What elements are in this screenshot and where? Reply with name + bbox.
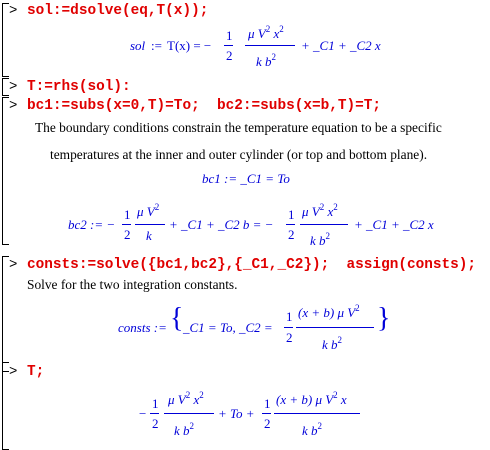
command-input-T[interactable]: T;	[27, 364, 45, 380]
mu-v: μ V	[248, 26, 266, 41]
frac-den-kb	[310, 233, 330, 249]
minus-sign: −	[139, 406, 147, 421]
frac-num-xbmuvx	[276, 392, 347, 408]
math-tail: + _C1 + _C2 x	[354, 217, 434, 232]
math-lhs: bc2 := −	[68, 217, 116, 232]
frac-bar	[224, 45, 233, 46]
exp: 2	[333, 390, 338, 400]
exp: 2	[337, 335, 343, 345]
x-sym: x	[193, 392, 200, 407]
math-mid: + _C1 + _C2 b = −	[169, 217, 274, 232]
output-bc1: bc1 := _C1 = To	[202, 171, 290, 186]
frac-num: 1	[152, 396, 159, 411]
k-b: k b	[302, 423, 318, 438]
frac-bar	[284, 327, 293, 328]
right-brace: }	[377, 303, 391, 334]
math-inner: _C1 = To, _C2 =	[183, 320, 273, 335]
exp: 2	[154, 202, 160, 212]
exp: 2	[189, 421, 195, 431]
exp: 2	[185, 390, 191, 400]
command-input-rhs[interactable]: T:=rhs(sol):	[27, 79, 131, 95]
frac-bar	[150, 413, 159, 414]
frac-num-muv	[248, 26, 284, 42]
frac-num-muvx	[168, 392, 204, 408]
k-b: k b	[322, 337, 338, 352]
comment-text: Solve for the two integration constants.	[27, 277, 238, 292]
frac-bar	[122, 224, 131, 225]
k-b: k b	[256, 54, 272, 69]
frac-bar	[296, 327, 374, 328]
frac-num-muv	[137, 204, 159, 220]
frac-num-xbmuv	[298, 305, 360, 321]
exp: 2	[199, 390, 204, 400]
prompt-symbol: >	[9, 79, 18, 95]
frac-den: 2	[288, 227, 295, 242]
mu-v: μ V	[168, 392, 186, 407]
frac-bar	[164, 413, 214, 414]
cell-bracket-2[interactable]	[2, 78, 9, 96]
command-input-subs[interactable]: bc1:=subs(x=0,T)=To; bc2:=subs(x=b,T)=T;	[27, 98, 382, 114]
command-input-solve[interactable]: consts:=solve({bc1,bc2},{_C1,_C2}); assign(consts);	[27, 257, 477, 273]
cell-bracket-4[interactable]	[2, 256, 9, 372]
x-sym: x	[340, 392, 347, 407]
math-tail: + _C1 + _C2 x	[301, 38, 381, 53]
frac-bar	[286, 224, 295, 225]
exp: 2	[265, 24, 271, 34]
k-b: k b	[174, 423, 190, 438]
cell-bracket-1[interactable]	[2, 3, 9, 77]
mu-v: μ V	[302, 204, 320, 219]
frac-den-kb	[302, 423, 322, 439]
frac-num: 1	[288, 207, 295, 222]
xb-mu-v: (x + b) μ V	[276, 392, 334, 407]
frac-den-kb	[256, 54, 276, 70]
prompt-symbol: >	[9, 257, 18, 273]
frac-den-kb	[322, 337, 342, 353]
exp: 2	[333, 202, 338, 212]
frac-den: 2	[152, 416, 159, 431]
frac-num: 1	[264, 396, 271, 411]
math-lhs: consts :=	[118, 320, 167, 335]
frac-den: 2	[124, 227, 131, 242]
exp: 2	[279, 24, 284, 34]
frac-bar	[135, 224, 165, 225]
cell-bracket-3[interactable]	[2, 97, 9, 245]
frac-bar	[300, 224, 348, 225]
exp: 2	[325, 231, 331, 241]
prompt-symbol: >	[9, 3, 18, 19]
comment-text: temperatures at the inner and outer cylinder (or top and bottom plane).	[50, 147, 428, 162]
frac-den-kb	[174, 423, 194, 439]
cell-bracket-5[interactable]	[2, 362, 9, 450]
frac-num-muvx	[302, 204, 338, 220]
exp: 2	[319, 202, 325, 212]
x-sym: x	[273, 26, 280, 41]
exp: 2	[355, 303, 360, 313]
frac-bar	[245, 45, 295, 46]
prompt-symbol: >	[9, 98, 18, 114]
math-lhs: sol	[130, 38, 146, 53]
frac-num: 1	[124, 207, 131, 222]
prompt-symbol: >	[9, 364, 18, 380]
xb-mu-v: (x + b) μ V	[298, 305, 356, 320]
frac-den: 2	[286, 330, 293, 345]
mu-v: μ V	[137, 204, 155, 219]
comment-text: The boundary conditions constrain the temperature equation to be a specific	[35, 120, 442, 135]
frac-num: 1	[286, 309, 293, 324]
frac-num: 1	[226, 28, 233, 43]
math-assign: :=	[151, 38, 162, 53]
frac-bar	[262, 413, 271, 414]
k-b: k b	[310, 233, 326, 248]
frac-den: 2	[264, 416, 271, 431]
math-head: T(x) = −	[167, 38, 212, 53]
frac-bar	[274, 413, 360, 414]
math-mid: + To +	[218, 406, 255, 421]
command-input-dsolve[interactable]: sol:=dsolve(eq,T(x));	[27, 3, 209, 19]
left-brace: {	[170, 303, 184, 334]
frac-den: 2	[226, 48, 233, 63]
x-sym: x	[327, 204, 334, 219]
exp: 2	[317, 421, 323, 431]
frac-den-k: k	[146, 228, 152, 243]
exp: 2	[271, 52, 277, 62]
